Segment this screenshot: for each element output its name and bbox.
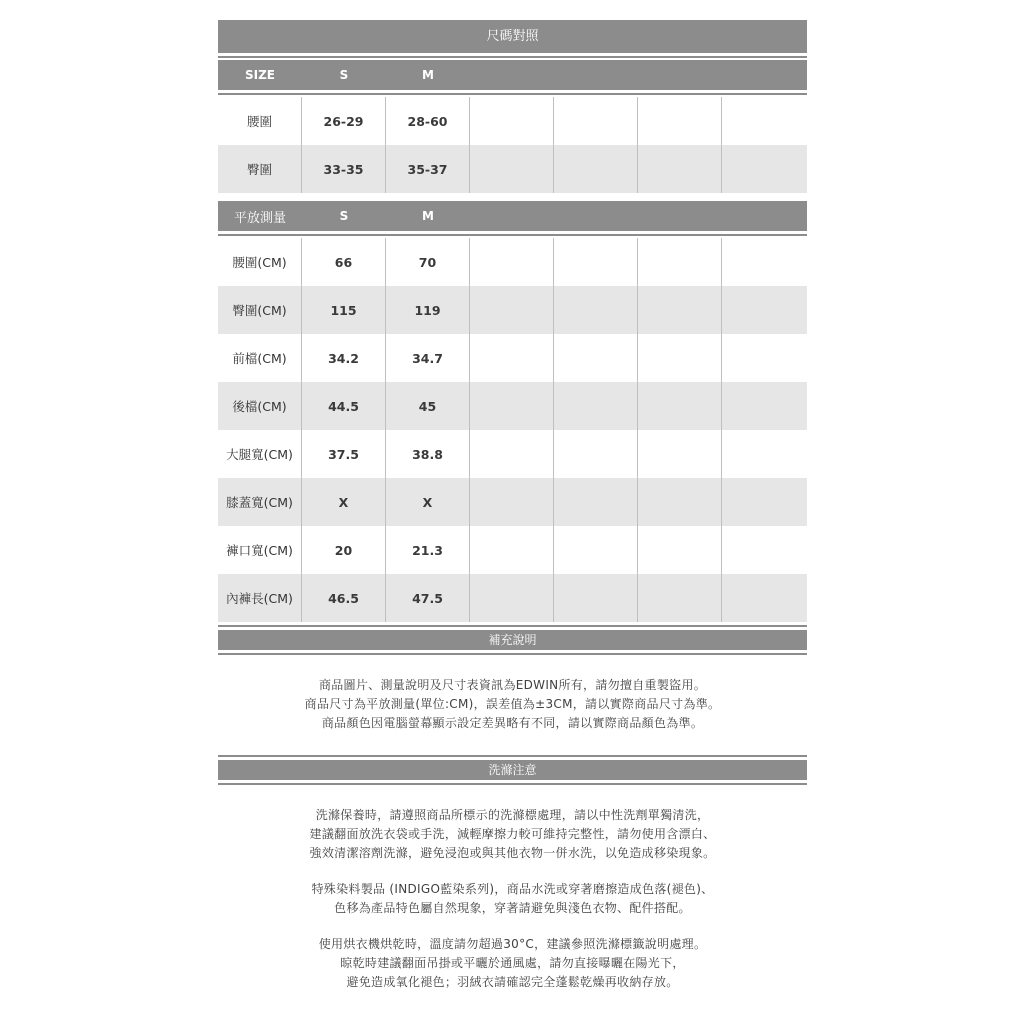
empty-cell xyxy=(470,286,554,334)
supplement-line: 商品顏色因電腦螢幕顯示設定差異略有不同，請以實際商品顏色為準。 xyxy=(321,716,704,730)
empty-cell xyxy=(638,526,722,574)
empty-cell xyxy=(638,334,722,382)
size-chart-title: 尺碼對照 xyxy=(218,20,807,56)
row-label: 膝蓋寬(CM) xyxy=(218,478,302,526)
cell-m: 70 xyxy=(386,238,470,286)
size-header-m: M xyxy=(422,68,434,82)
cell-m: 119 xyxy=(386,286,470,334)
wash-line: 建議翻面放洗衣袋或手洗，減輕摩擦力較可維持完整性，請勿使用含漂白、 xyxy=(309,827,716,841)
flat-header-s: S xyxy=(339,209,349,223)
table-row xyxy=(218,145,807,193)
flat-header-row xyxy=(218,201,807,231)
cell-s: X xyxy=(302,478,386,526)
table-row xyxy=(218,574,807,622)
empty-cell xyxy=(554,382,638,430)
size-header-s: S xyxy=(339,68,349,82)
cell-s: 66 xyxy=(302,238,386,286)
empty-cell xyxy=(722,334,806,382)
cell-s: 34.2 xyxy=(302,334,386,382)
supplement-notes xyxy=(218,676,807,733)
row-label: 前檔(CM) xyxy=(218,334,302,382)
empty-cell xyxy=(722,382,806,430)
empty-cell xyxy=(470,145,554,193)
empty-cell xyxy=(554,526,638,574)
paragraph-gap xyxy=(218,918,807,935)
cell-m: 21.3 xyxy=(386,526,470,574)
cell-m: 47.5 xyxy=(386,574,470,622)
empty-cell xyxy=(638,97,722,145)
row-label: 褲口寬(CM) xyxy=(218,526,302,574)
cell-m: 45 xyxy=(386,382,470,430)
empty-cell xyxy=(638,574,722,622)
row-label: 臀圍(CM) xyxy=(218,286,302,334)
empty-cell xyxy=(638,478,722,526)
wash-line: 洗滌保養時，請遵照商品所標示的洗滌標處理，請以中性洗劑單獨清洗， xyxy=(315,808,710,822)
size-header-row xyxy=(218,60,807,90)
empty-cell xyxy=(554,574,638,622)
wash-notes xyxy=(218,806,807,992)
empty-cell xyxy=(722,430,806,478)
wash-line: 特殊染料製品 (INDIGO藍染系列)，商品水洗或穿著磨擦造成色落(褪色)、 xyxy=(311,882,714,896)
empty-cell xyxy=(554,334,638,382)
empty-cell xyxy=(470,97,554,145)
cell-m: 35-37 xyxy=(386,145,470,193)
empty-cell xyxy=(554,286,638,334)
wash-line: 色移為產品特色屬自然現象，穿著請避免與淺色衣物、配件搭配。 xyxy=(334,901,691,915)
row-label: 內褲長(CM) xyxy=(218,574,302,622)
flat-table xyxy=(218,238,807,622)
table-row xyxy=(218,286,807,334)
empty-cell xyxy=(722,97,806,145)
empty-cell xyxy=(638,430,722,478)
empty-cell xyxy=(722,478,806,526)
empty-cell xyxy=(638,382,722,430)
cell-m: 28-60 xyxy=(386,97,470,145)
empty-cell xyxy=(722,145,806,193)
table-row xyxy=(218,238,807,286)
empty-cell xyxy=(722,286,806,334)
empty-cell xyxy=(470,574,554,622)
empty-cell xyxy=(470,382,554,430)
supplement-line: 商品尺寸為平放測量(單位:CM)，誤差值為±3CM，請以實際商品尺寸為準。 xyxy=(304,697,721,711)
wash-line: 晾乾時建議翻面吊掛或平曬於通風處，請勿直接曝曬在陽光下， xyxy=(340,956,685,970)
table-row xyxy=(218,526,807,574)
cell-s: 20 xyxy=(302,526,386,574)
empty-cell xyxy=(470,478,554,526)
cell-s: 37.5 xyxy=(302,430,386,478)
empty-cell xyxy=(554,145,638,193)
row-label: 後檔(CM) xyxy=(218,382,302,430)
empty-cell xyxy=(638,286,722,334)
empty-cell xyxy=(722,574,806,622)
empty-cell xyxy=(470,430,554,478)
table-row xyxy=(218,334,807,382)
paragraph-gap xyxy=(218,863,807,880)
table-row xyxy=(218,97,807,145)
flat-header-m: M xyxy=(422,209,434,223)
empty-cell xyxy=(470,526,554,574)
empty-cell xyxy=(470,238,554,286)
cell-s: 44.5 xyxy=(302,382,386,430)
cell-m: 34.7 xyxy=(386,334,470,382)
cell-s: 33-35 xyxy=(302,145,386,193)
cell-s: 46.5 xyxy=(302,574,386,622)
empty-cell xyxy=(722,238,806,286)
empty-cell xyxy=(722,526,806,574)
cell-s: 26-29 xyxy=(302,97,386,145)
empty-cell xyxy=(554,478,638,526)
row-label: 臀圍 xyxy=(218,145,302,193)
cell-s: 115 xyxy=(302,286,386,334)
size-header-label: SIZE xyxy=(244,68,275,82)
empty-cell xyxy=(554,238,638,286)
row-label: 腰圍(CM) xyxy=(218,238,302,286)
size-table xyxy=(218,97,807,193)
wash-line: 使用烘衣機烘乾時，溫度請勿超過30°C，建議參照洗滌標籤說明處理。 xyxy=(318,937,707,951)
wash-line: 避免造成氧化褪色；羽絨衣請確認完全蓬鬆乾燥再收納存放。 xyxy=(346,975,679,989)
cell-m: X xyxy=(386,478,470,526)
supplement-line: 商品圖片、測量說明及尺寸表資訊為EDWIN所有，請勿擅自重製盜用。 xyxy=(318,678,707,692)
table-row xyxy=(218,382,807,430)
empty-cell xyxy=(470,334,554,382)
row-label: 大腿寬(CM) xyxy=(218,430,302,478)
row-label: 腰圍 xyxy=(218,97,302,145)
flat-header-label: 平放測量 xyxy=(233,210,286,226)
supplement-title: 補充說明 xyxy=(218,630,807,650)
table-row xyxy=(218,478,807,526)
wash-title: 洗滌注意 xyxy=(218,760,807,780)
table-row xyxy=(218,430,807,478)
empty-cell xyxy=(638,145,722,193)
empty-cell xyxy=(638,238,722,286)
wash-line: 強效清潔溶劑洗滌，避免浸泡或與其他衣物一併水洗，以免造成移染現象。 xyxy=(309,846,716,860)
empty-cell xyxy=(554,430,638,478)
cell-m: 38.8 xyxy=(386,430,470,478)
empty-cell xyxy=(554,97,638,145)
